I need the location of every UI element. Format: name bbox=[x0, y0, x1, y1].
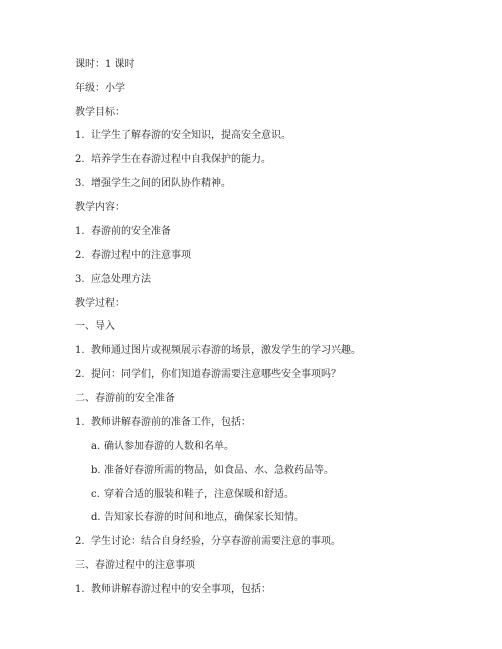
sub-list-item-text: 穿着合适的服装和鞋子，注意保暖和舒适。 bbox=[104, 489, 294, 500]
list-item-text: 春游过程中的注意事项 bbox=[91, 250, 191, 261]
list-marker: 1. bbox=[75, 345, 85, 356]
list-item-text: 教师通过图片或视频展示春游的场景，激发学生的学习兴趣。 bbox=[91, 345, 361, 356]
list-item-text: 应急处理方法 bbox=[91, 274, 151, 285]
list-marker: 1. bbox=[75, 226, 85, 237]
list-item-text: 春游前的安全准备 bbox=[91, 226, 171, 237]
list-item-text: 让学生了解春游的安全知识，提高安全意识。 bbox=[91, 130, 291, 141]
list-marker: 2. bbox=[75, 250, 85, 261]
list-marker: 2. bbox=[75, 536, 85, 547]
lesson-duration: 课时：1 课时 bbox=[75, 59, 135, 70]
teaching-goals-heading: 教学目标： bbox=[75, 107, 125, 118]
list-item-text: 教师讲解春游过程中的安全事项，包括： bbox=[91, 584, 271, 595]
sub-list-item-text: 告知家长春游的时间和地点，确保家长知情。 bbox=[104, 512, 304, 523]
teaching-process-heading: 教学过程： bbox=[75, 298, 125, 309]
list-marker: 1. bbox=[75, 417, 85, 428]
list-marker: 3. bbox=[75, 178, 85, 189]
list-item-text: 学生讨论：结合自身经验，分享春游前需要注意的事项。 bbox=[91, 536, 341, 547]
grade: 年级：小学 bbox=[75, 83, 125, 94]
list-marker: 1. bbox=[75, 130, 85, 141]
list-item-text: 教师讲解春游前的准备工作，包括： bbox=[91, 417, 251, 428]
list-item-text: 提问：同学们，你们知道春游需要注意哪些安全事项吗？ bbox=[91, 369, 341, 380]
sub-list-marker: b. bbox=[91, 465, 101, 476]
sub-list-item-text: 确认参加春游的人数和名单。 bbox=[104, 441, 234, 452]
list-item-text: 增强学生之间的团队协作精神。 bbox=[91, 178, 231, 189]
teaching-content-heading: 教学内容： bbox=[75, 202, 125, 213]
sub-list-marker: d. bbox=[91, 512, 101, 523]
list-marker: 2. bbox=[75, 369, 85, 380]
precautions-heading: 三、春游过程中的注意事项 bbox=[75, 560, 195, 571]
sub-list-marker: a. bbox=[91, 441, 101, 452]
list-marker: 1. bbox=[75, 584, 85, 595]
intro-heading: 一、导入 bbox=[75, 321, 115, 332]
preparation-heading: 二、春游前的安全准备 bbox=[75, 393, 175, 404]
sub-list-marker: c. bbox=[91, 489, 100, 500]
list-item-text: 培养学生在春游过程中自我保护的能力。 bbox=[91, 154, 271, 165]
sub-list-item-text: 准备好春游所需的物品，如食品、水、急救药品等。 bbox=[104, 465, 334, 476]
list-marker: 2. bbox=[75, 154, 85, 165]
list-marker: 3. bbox=[75, 274, 85, 285]
